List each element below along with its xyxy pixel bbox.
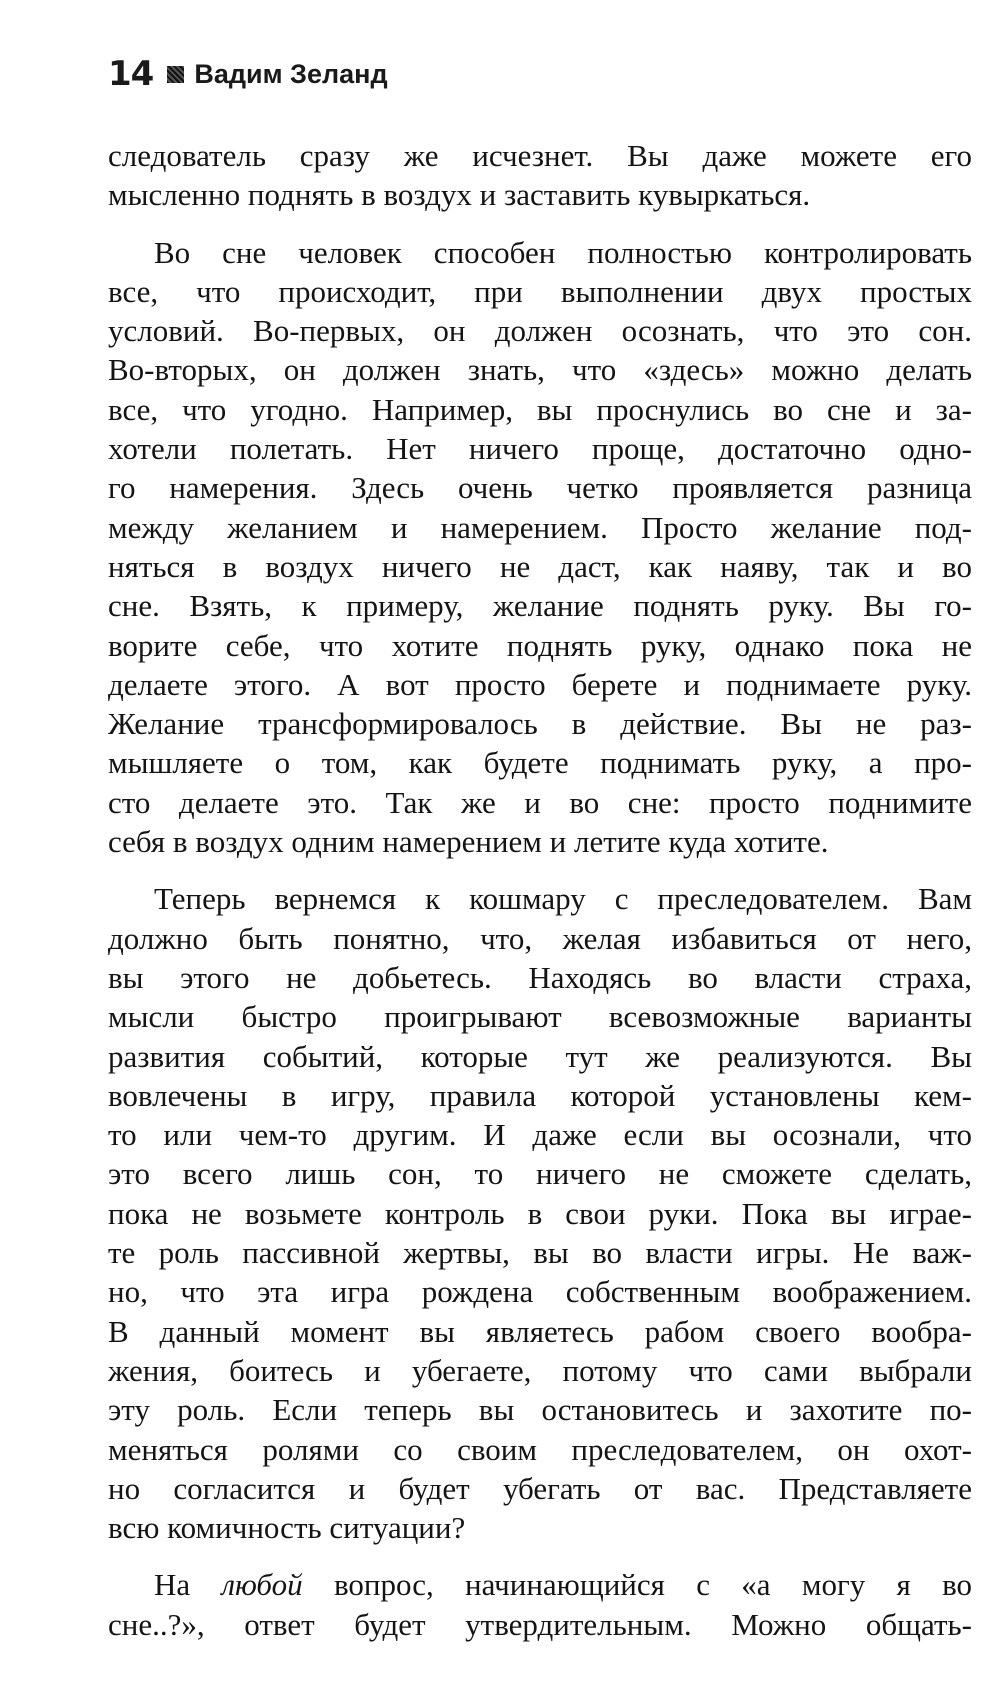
paragraph — [108, 136, 972, 215]
text-line: себя в воздух одним намерением и летите куда хотите. — [108, 824, 829, 860]
text-line: сне. Взять, к примеру, желание поднять руку. Вы го- — [108, 588, 972, 624]
text-line: вы этого не добьетесь. Находясь во власти страха, — [108, 959, 972, 995]
body-text — [108, 136, 972, 1644]
text-line — [108, 1565, 972, 1604]
text-line: В данный момент вы являетесь рабом своего вообра- — [108, 1313, 972, 1349]
text-line: должно быть понятно, что, желая избавиться от него, — [108, 920, 972, 956]
text-line: сто делаете это. Так же и во сне: просто поднимите — [108, 784, 972, 820]
text-line: сне..?», ответ будет утвердительным. Можно общать- — [108, 1606, 972, 1642]
text-segment: вопрос, начинающийся с «а могу я во — [333, 1567, 972, 1603]
text-line: но, что эта игра рождена собственным воображением. — [108, 1274, 972, 1310]
italic-emphasis: любой — [221, 1567, 303, 1603]
text-line: мысли быстро проигрывают всевозможные варианты — [108, 999, 972, 1035]
header-square-ornament-icon — [167, 66, 184, 83]
text-line: те роль пассивной жертвы, вы во власти игры. Не важ- — [108, 1235, 972, 1271]
paragraph — [108, 1565, 972, 1644]
text-line: Желание трансформировалось в действие. Вы не раз- — [108, 706, 972, 742]
text-line: все, что угодно. Например, вы проснулись во сне и за- — [108, 391, 972, 427]
text-line: няться в воздух ничего не даст, как наяву, так и во — [108, 548, 972, 584]
text-line: следователь сразу же исчезнет. Вы даже можете его — [108, 138, 972, 173]
text-line: условий. Во-первых, он должен осознать, что это сон. — [108, 313, 972, 349]
author-name: Вадим Зеланд — [194, 58, 388, 89]
running-header — [108, 54, 388, 94]
text-line: это всего лишь сон, то ничего не сможете сделать, — [108, 1156, 972, 1192]
text-line: все, что происходит, при выполнении двух простых — [108, 273, 972, 309]
text-line: го намерения. Здесь очень четко проявляется разница — [108, 470, 972, 506]
text-line: Теперь вернемся к кошмару с преследователем. Вам — [154, 881, 972, 917]
text-line: развития событий, которые тут же реализуются. Вы — [108, 1038, 972, 1074]
paragraph — [108, 233, 972, 862]
text-segment: На — [154, 1567, 191, 1603]
text-line: но согласится и будет убегать от вас. Представляете — [108, 1470, 972, 1506]
text-line: Во-вторых, он должен знать, что «здесь» можно делать — [108, 352, 972, 388]
text-line: делаете этого. А вот просто берете и поднимаете руку. — [108, 666, 972, 702]
page-number: 14 — [108, 54, 154, 94]
text-line: то или чем-то другим. И даже если вы осознали, что — [108, 1117, 972, 1153]
text-line: мышляете о том, как будете поднимать руку, а про- — [108, 745, 972, 781]
text-line: жения, боитесь и убегаете, потому что сами выбрали — [108, 1352, 972, 1388]
text-line: между желанием и намерением. Просто желание под- — [108, 509, 972, 545]
text-line: Во сне человек способен полностью контролировать — [154, 234, 972, 270]
text-line: хотели полетать. Нет ничего проще, достаточно одно- — [108, 431, 972, 467]
text-line: ворите себе, что хотите поднять руку, однако пока не — [108, 627, 972, 663]
text-line: мысленно поднять в воздух и заставить кувыркаться. — [108, 177, 811, 213]
paragraph — [108, 879, 972, 1547]
text-line: меняться ролями со своим преследователем, он охот- — [108, 1431, 972, 1467]
text-line: всю комичность ситуации? — [108, 1510, 466, 1546]
text-line: пока не возьмете контроль в свои руки. Пока вы играе- — [108, 1195, 972, 1231]
text-line: эту роль. Если теперь вы остановитесь и захотите по- — [108, 1392, 972, 1428]
text-line: вовлечены в игру, правила которой установлены кем- — [108, 1077, 972, 1113]
